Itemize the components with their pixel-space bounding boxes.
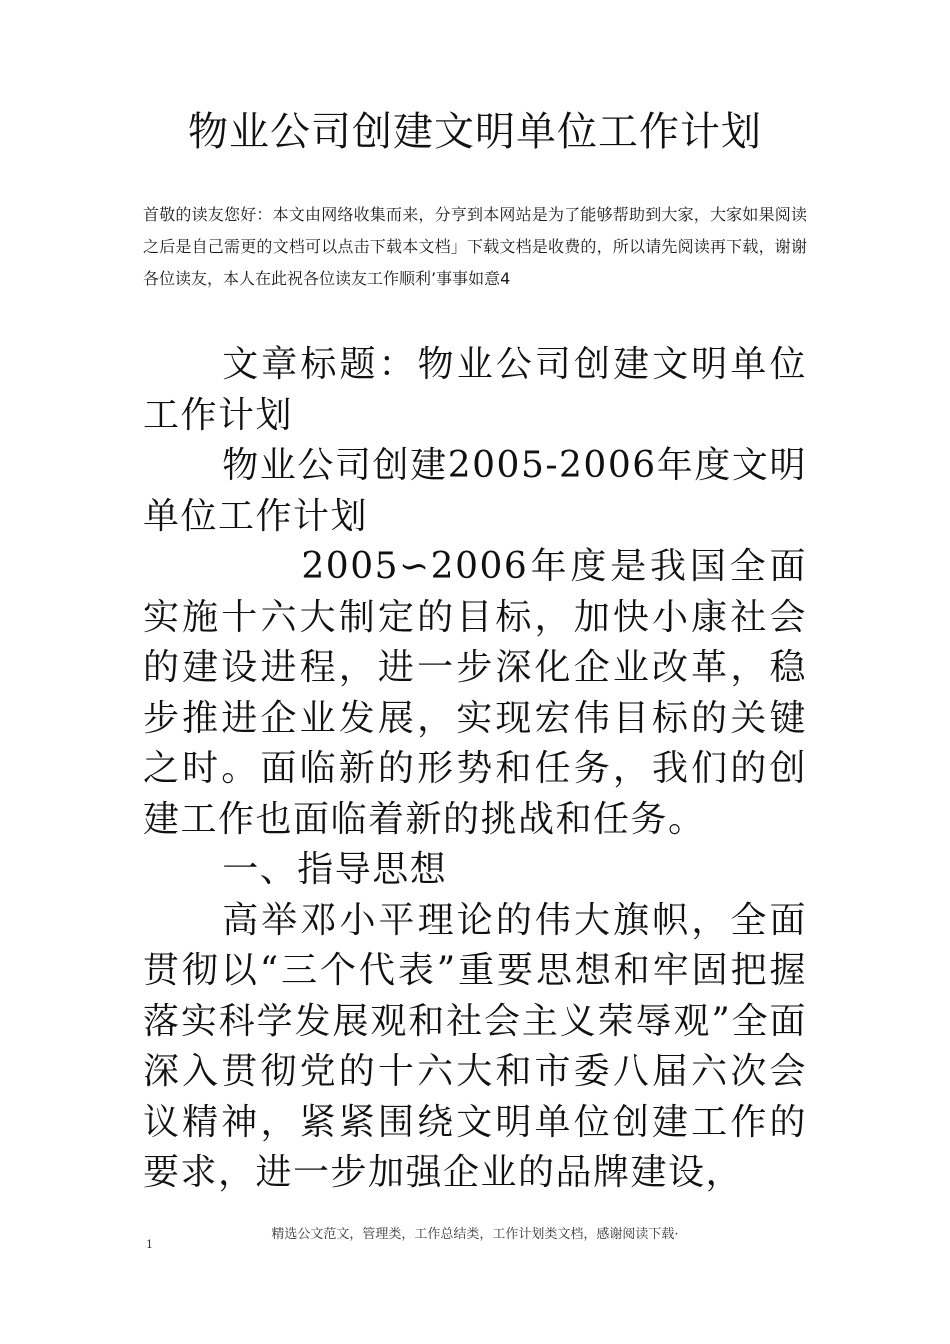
paragraph-guiding-ideology: 高举邓小平理论的伟大旗帜，全面贯彻以“三个代表”重要思想和牢固把握落实科学发展观和社会主义荣辱观”全面深入贯彻党的十六大和市委八届六次会议精神，紧紧围绕文明单位创建工作的要求，进一步加强企业的品牌建设， — [143, 899, 807, 1193]
reader-notice: 首敬的读友您好：本文由网络收集而来，分亨到本网站是为了能够帮助到大家，大家如果阅读之后是自己需更的文档可以点击下载本文档」下载文档是收费的，所以请先阅读再下载，谢谢各位读友，本人在此祝各位读友工作顺利’事事如意4 — [143, 205, 807, 288]
paragraph-intro: 2005∽2006年度是我国全面实施十六大制定的目标，加快小康社会的建设进程，进一步深化企业改革，稳步推进企业发展，实现宏伟目标的关键之时。面临新的形势和任务，我们的创建工作也面临着新的挑战和任务。 — [143, 546, 807, 840]
document-body — [143, 340, 807, 1199]
section-heading-guiding-ideology: 一、指导思想 — [222, 849, 448, 890]
page-number: 1 — [146, 1238, 153, 1251]
paragraph-article-title: 文章标题：物业公司创建文明单位工作计划 — [143, 344, 807, 436]
document-title: 物业公司创建文明单位工作计划 — [188, 109, 762, 155]
paragraph-subtitle: 物业公司创建2005-2006年度文明单位工作计划 — [143, 445, 807, 537]
page-footer: 精选公文范文，管理类，工作总结类，工作计划类文档，感谢阅读下载· — [271, 1227, 679, 1242]
